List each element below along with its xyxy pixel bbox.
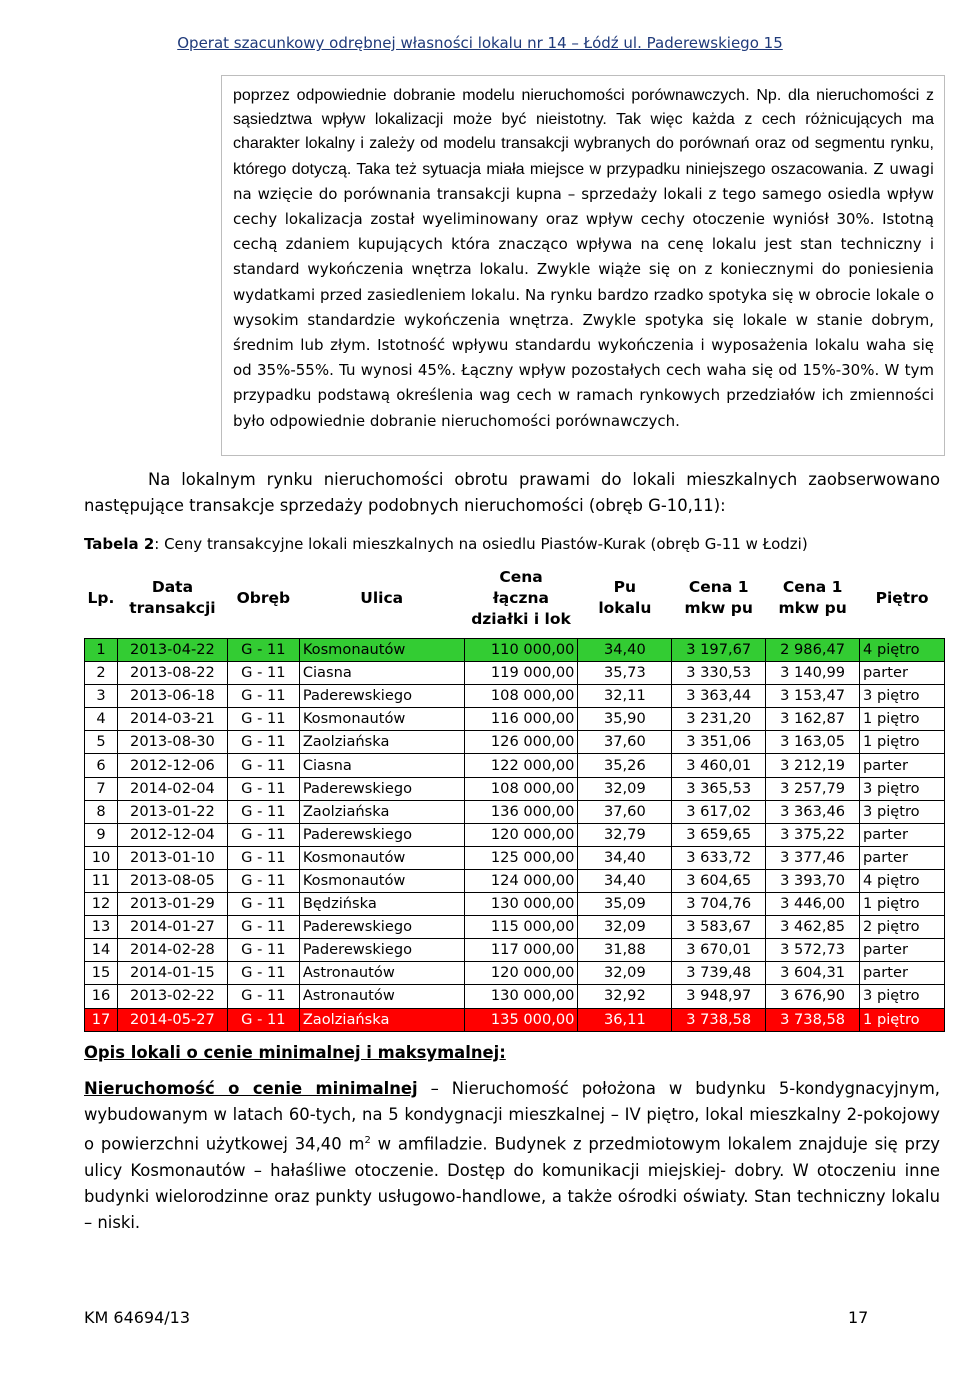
section-subheading: Opis lokali o cenie minimalnej i maksymalnej: <box>84 1043 506 1062</box>
table-row <box>85 985 945 1008</box>
cell-street: Kosmonautów <box>299 846 464 869</box>
cell-date: 2012-12-06 <box>117 754 227 777</box>
cell-street: Paderewskiego <box>299 916 464 939</box>
cell-obreb: G - 11 <box>227 916 299 939</box>
cell-floor: 3 piętro <box>860 777 945 800</box>
methodology-box <box>221 75 945 456</box>
cell-price: 117 000,00 <box>464 939 578 962</box>
table-row <box>85 800 945 823</box>
cell-price-per-sqm-2: 3 604,31 <box>766 962 860 985</box>
cell-price: 120 000,00 <box>464 823 578 846</box>
table-row <box>85 962 945 985</box>
table-row <box>85 662 945 685</box>
cell-price: 124 000,00 <box>464 869 578 892</box>
cell-obreb: G - 11 <box>227 685 299 708</box>
cell-lp: 7 <box>85 777 118 800</box>
cell-area: 31,88 <box>578 939 672 962</box>
cell-price-per-sqm-2: 3 446,00 <box>766 893 860 916</box>
table-caption-label: Tabela 2 <box>84 535 155 553</box>
cell-date: 2013-01-10 <box>117 846 227 869</box>
cell-floor: 3 piętro <box>860 985 945 1008</box>
cell-street: Kosmonautów <box>299 639 464 662</box>
cell-area: 37,60 <box>578 800 672 823</box>
cell-price-per-sqm-2: 3 377,46 <box>766 846 860 869</box>
cell-area: 34,40 <box>578 639 672 662</box>
cell-floor: parter <box>860 662 945 685</box>
cell-obreb: G - 11 <box>227 962 299 985</box>
table-header-row <box>85 558 945 639</box>
col-header-pu: Pu lokalu <box>578 558 672 639</box>
cell-date: 2013-08-30 <box>117 731 227 754</box>
cell-floor: 4 piętro <box>860 639 945 662</box>
cell-price: 115 000,00 <box>464 916 578 939</box>
table-row <box>85 823 945 846</box>
cell-price-per-sqm-1: 3 739,48 <box>672 962 766 985</box>
cell-price-per-sqm-2: 3 140,99 <box>766 662 860 685</box>
cell-floor: 1 piętro <box>860 1008 945 1031</box>
cell-lp: 2 <box>85 662 118 685</box>
cell-price-per-sqm-1: 3 704,76 <box>672 893 766 916</box>
cell-area: 32,11 <box>578 685 672 708</box>
table-row <box>85 939 945 962</box>
cell-obreb: G - 11 <box>227 869 299 892</box>
cell-price-per-sqm-1: 3 633,72 <box>672 846 766 869</box>
cell-date: 2012-12-04 <box>117 823 227 846</box>
cell-price-per-sqm-1: 3 351,06 <box>672 731 766 754</box>
cell-obreb: G - 11 <box>227 939 299 962</box>
cell-lp: 1 <box>85 639 118 662</box>
cell-floor: parter <box>860 939 945 962</box>
min-price-lead: Nieruchomość o cenie minimalnej <box>84 1079 418 1098</box>
cell-date: 2013-02-22 <box>117 985 227 1008</box>
col-header-ulica: Ulica <box>299 558 464 639</box>
cell-obreb: G - 11 <box>227 985 299 1008</box>
cell-street: Zaolziańska <box>299 731 464 754</box>
table-row <box>85 1008 945 1031</box>
cell-lp: 4 <box>85 708 118 731</box>
cell-area: 37,60 <box>578 731 672 754</box>
cell-price-per-sqm-1: 3 197,67 <box>672 639 766 662</box>
cell-price: 116 000,00 <box>464 708 578 731</box>
cell-date: 2013-01-22 <box>117 800 227 823</box>
cell-street: Zaolziańska <box>299 1008 464 1031</box>
cell-price: 110 000,00 <box>464 639 578 662</box>
cell-street: Astronautów <box>299 962 464 985</box>
cell-floor: 2 piętro <box>860 916 945 939</box>
cell-area: 32,92 <box>578 985 672 1008</box>
cell-floor: parter <box>860 846 945 869</box>
cell-street: Paderewskiego <box>299 777 464 800</box>
cell-price-per-sqm-1: 3 948,97 <box>672 985 766 1008</box>
cell-price-per-sqm-2: 3 462,85 <box>766 916 860 939</box>
cell-street: Ciasna <box>299 754 464 777</box>
cell-street: Paderewskiego <box>299 685 464 708</box>
cell-price-per-sqm-2: 3 212,19 <box>766 754 860 777</box>
table-row <box>85 893 945 916</box>
cell-date: 2014-01-15 <box>117 962 227 985</box>
cell-floor: 4 piętro <box>860 869 945 892</box>
cell-obreb: G - 11 <box>227 846 299 869</box>
cell-lp: 5 <box>85 731 118 754</box>
cell-obreb: G - 11 <box>227 823 299 846</box>
table-row <box>85 869 945 892</box>
methodology-text <box>233 84 934 434</box>
table-row <box>85 754 945 777</box>
cell-price: 122 000,00 <box>464 754 578 777</box>
cell-area: 35,09 <box>578 893 672 916</box>
table-row <box>85 846 945 869</box>
cell-floor: 3 piętro <box>860 685 945 708</box>
cell-obreb: G - 11 <box>227 731 299 754</box>
page-header: Operat szacunkowy odrębnej własności lokalu nr 14 – Łódź ul. Paderewskiego 15 <box>177 34 783 52</box>
cell-date: 2014-03-21 <box>117 708 227 731</box>
cell-price: 135 000,00 <box>464 1008 578 1031</box>
cell-price: 108 000,00 <box>464 777 578 800</box>
cell-price-per-sqm-1: 3 330,53 <box>672 662 766 685</box>
cell-date: 2013-04-22 <box>117 639 227 662</box>
table-row <box>85 777 945 800</box>
cell-obreb: G - 11 <box>227 777 299 800</box>
col-header-cena-mkw-1: Cena 1 mkw pu <box>672 558 766 639</box>
cell-floor: parter <box>860 754 945 777</box>
cell-date: 2013-01-29 <box>117 893 227 916</box>
table-row <box>85 731 945 754</box>
cell-price-per-sqm-1: 3 363,44 <box>672 685 766 708</box>
cell-lp: 14 <box>85 939 118 962</box>
cell-lp: 12 <box>85 893 118 916</box>
cell-price-per-sqm-1: 3 231,20 <box>672 708 766 731</box>
cell-price-per-sqm-1: 3 460,01 <box>672 754 766 777</box>
cell-price-per-sqm-1: 3 738,58 <box>672 1008 766 1031</box>
cell-area: 34,40 <box>578 869 672 892</box>
cell-lp: 3 <box>85 685 118 708</box>
cell-area: 35,90 <box>578 708 672 731</box>
cell-obreb: G - 11 <box>227 639 299 662</box>
table-row <box>85 685 945 708</box>
cell-date: 2014-05-27 <box>117 1008 227 1031</box>
cell-floor: 1 piętro <box>860 708 945 731</box>
cell-street: Ciasna <box>299 662 464 685</box>
cell-street: Będzińska <box>299 893 464 916</box>
cell-obreb: G - 11 <box>227 662 299 685</box>
cell-price-per-sqm-2: 3 393,70 <box>766 869 860 892</box>
cell-lp: 6 <box>85 754 118 777</box>
table-row <box>85 916 945 939</box>
cell-price-per-sqm-2: 3 163,05 <box>766 731 860 754</box>
cell-date: 2013-08-22 <box>117 662 227 685</box>
cell-street: Paderewskiego <box>299 823 464 846</box>
cell-floor: parter <box>860 823 945 846</box>
cell-lp: 17 <box>85 1008 118 1031</box>
col-header-lp: Lp. <box>85 558 118 639</box>
cell-obreb: G - 11 <box>227 893 299 916</box>
cell-price-per-sqm-2: 3 257,79 <box>766 777 860 800</box>
cell-floor: 1 piętro <box>860 893 945 916</box>
min-price-description <box>84 1076 940 1237</box>
cell-price: 136 000,00 <box>464 800 578 823</box>
cell-price-per-sqm-2: 3 153,47 <box>766 685 860 708</box>
table-row <box>85 708 945 731</box>
col-header-cena: Cena łączna działki i lok <box>464 558 578 639</box>
cell-floor: parter <box>860 962 945 985</box>
cell-lp: 10 <box>85 846 118 869</box>
cell-obreb: G - 11 <box>227 1008 299 1031</box>
footer-page-number: 17 <box>848 1308 869 1327</box>
cell-obreb: G - 11 <box>227 708 299 731</box>
cell-price: 108 000,00 <box>464 685 578 708</box>
methodology-text-part2: Z uwagi na wzięcie do porównania transakcji kupna – sprzedaży lokali z tego samego osiedla wpływ cechy lokalizacja został wyeliminowany oraz wpływ cechy otoczenie wyniósł 30%. Istotną cechą zdaniem kupujących która znacząco wpływa na cenę lokalu jest stan techniczny i standard wykończenia wnętrza lokalu. Zwykle wiąże się on z koniecznymi do poniesienia wydatkami przed zasiedleniem lokalu. Na rynku bardzo rzadko spotyka się w obrocie lokale o wysokim standardzie wykończenia wnętrza. Zwykle spotyka się lokale w stanie dobrym, średnim lub złym. Istotność wpływu standardu wykończenia i wyposażenia lokalu waha się od 35%-55%. Tu wynosi 45%. Łączny wpływ pozostałych cech waha się od 15%-30%. W tym przypadku podstawą określenia wag cech w ramach rynkowych przedziałów ich zmienności było odpowiednie dobranie nieruchomości porównawczych. <box>233 159 935 430</box>
cell-street: Astronautów <box>299 985 464 1008</box>
cell-lp: 9 <box>85 823 118 846</box>
col-header-cena-mkw-2: Cena 1 mkw pu <box>766 558 860 639</box>
cell-floor: 3 piętro <box>860 800 945 823</box>
cell-price-per-sqm-2: 3 572,73 <box>766 939 860 962</box>
cell-price-per-sqm-1: 3 659,65 <box>672 823 766 846</box>
table-caption <box>84 533 944 555</box>
cell-area: 32,09 <box>578 962 672 985</box>
cell-lp: 8 <box>85 800 118 823</box>
cell-street: Kosmonautów <box>299 708 464 731</box>
col-header-obreb: Obręb <box>227 558 299 639</box>
cell-price-per-sqm-1: 3 670,01 <box>672 939 766 962</box>
cell-obreb: G - 11 <box>227 754 299 777</box>
cell-floor: 1 piętro <box>860 731 945 754</box>
superscript-2: 2 <box>364 1135 371 1147</box>
min-price-text-1: – Nieruchomość położona w budynku 5-kondygnacyjnym, wybudowanym w latach 60-tych, na 5 kondygnacji mieszkalnej – IV piętro, lokal mieszkalny 2-pokojowy o powierzchni użytkowej 34,40 m <box>84 1079 941 1154</box>
cell-date: 2013-06-18 <box>117 685 227 708</box>
cell-price: 126 000,00 <box>464 731 578 754</box>
table-row <box>85 639 945 662</box>
intro-paragraph: Na lokalnym rynku nieruchomości obrotu prawami do lokali mieszkalnych zaobserwowano następujące transakcje sprzedaży podobnych nieruchomości (obręb G-10,11): <box>84 470 940 515</box>
cell-price: 125 000,00 <box>464 846 578 869</box>
cell-lp: 11 <box>85 869 118 892</box>
cell-area: 35,73 <box>578 662 672 685</box>
cell-date: 2014-02-28 <box>117 939 227 962</box>
col-header-pietro: Piętro <box>860 558 945 639</box>
cell-lp: 15 <box>85 962 118 985</box>
cell-price-per-sqm-2: 3 375,22 <box>766 823 860 846</box>
transactions-table <box>84 558 945 1032</box>
cell-area: 32,09 <box>578 916 672 939</box>
cell-date: 2013-08-05 <box>117 869 227 892</box>
cell-price-per-sqm-2: 3 162,87 <box>766 708 860 731</box>
cell-area: 32,79 <box>578 823 672 846</box>
cell-lp: 16 <box>85 985 118 1008</box>
cell-price: 120 000,00 <box>464 962 578 985</box>
col-header-data: Data transakcji <box>117 558 227 639</box>
cell-price: 130 000,00 <box>464 893 578 916</box>
cell-price-per-sqm-2: 3 676,90 <box>766 985 860 1008</box>
cell-price-per-sqm-2: 2 986,47 <box>766 639 860 662</box>
cell-area: 34,40 <box>578 846 672 869</box>
min-price-text-2: w amfiladzie. Budynek z przedmiotowym lokalem znajduje się przy ulicy Kosmonautów – hałaśliwe otoczenie. Dostęp do komunikacji miejskiej- dobry. W otoczeniu inne budynki wielorodzinne oraz punkty usługowo-handlowe, a także ośrodki oświaty. Stan techniczny lokalu – niski. <box>84 1134 941 1233</box>
cell-obreb: G - 11 <box>227 800 299 823</box>
cell-price-per-sqm-2: 3 738,58 <box>766 1008 860 1031</box>
cell-price-per-sqm-1: 3 617,02 <box>672 800 766 823</box>
cell-area: 32,09 <box>578 777 672 800</box>
table-caption-text: : Ceny transakcyjne lokali mieszkalnych na osiedlu Piastów-Kurak (obręb G-11 w Łodzi) <box>154 535 808 553</box>
footer-document-code: KM 64694/13 <box>84 1308 191 1327</box>
cell-date: 2014-01-27 <box>117 916 227 939</box>
cell-price: 119 000,00 <box>464 662 578 685</box>
cell-street: Zaolziańska <box>299 800 464 823</box>
cell-price-per-sqm-1: 3 604,65 <box>672 869 766 892</box>
cell-area: 36,11 <box>578 1008 672 1031</box>
cell-lp: 13 <box>85 916 118 939</box>
cell-price-per-sqm-1: 3 365,53 <box>672 777 766 800</box>
cell-date: 2014-02-04 <box>117 777 227 800</box>
cell-street: Paderewskiego <box>299 939 464 962</box>
methodology-text-part1: poprzez odpowiednie dobranie modelu nieruchomości porównawczych. Np. dla nieruchomości z sąsiedztwa wpływ lokalizacji może być nieistotny. Tak więc każda z cech różnicujących ma charakter lokalny i zależy od modelu transakcji wybranych do porównań oraz od segmentu rynku, którego dotyczą. Taka też sytuacja miała miejsce w przypadku niniejszego oszacowania. <box>233 87 934 178</box>
cell-price: 130 000,00 <box>464 985 578 1008</box>
cell-price-per-sqm-1: 3 583,67 <box>672 916 766 939</box>
cell-street: Kosmonautów <box>299 869 464 892</box>
cell-area: 35,26 <box>578 754 672 777</box>
cell-price-per-sqm-2: 3 363,46 <box>766 800 860 823</box>
